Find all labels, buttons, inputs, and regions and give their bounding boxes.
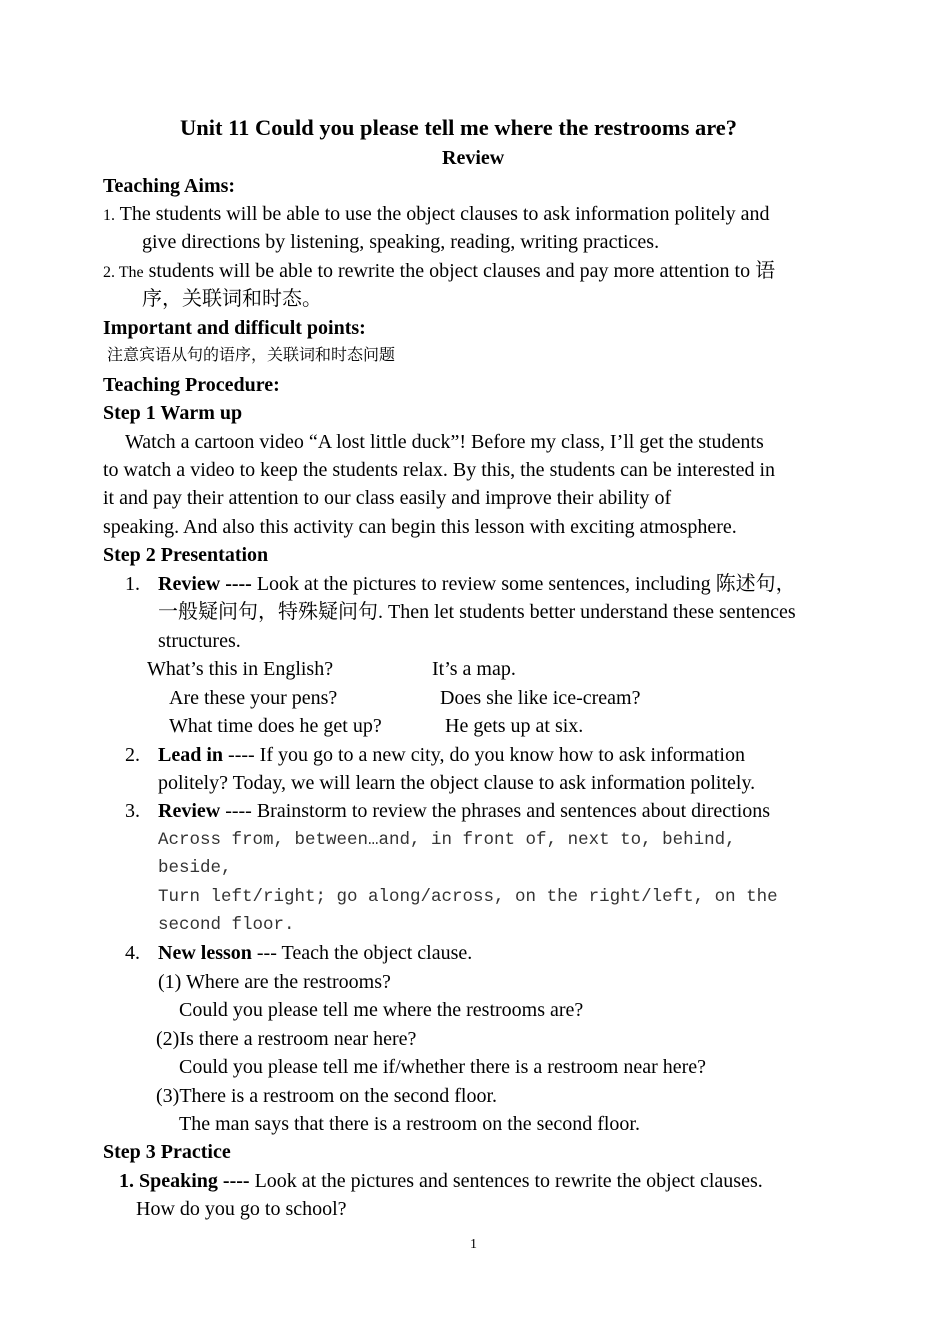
directions-phrases-2: beside, (158, 858, 232, 878)
directions-phrases-1: Across from, between…and, in front of, next to, behind, (158, 830, 736, 850)
step2-item-1-line-3: structures. (158, 630, 241, 652)
document-subtitle: Review (442, 147, 505, 169)
aim-1-text: The students will be able to use the object clauses to ask information politely and (115, 203, 770, 225)
sentence-3: (3)There is a restroom on the second floor. (156, 1085, 498, 1107)
directions-phrases-3: Turn left/right; go along/across, on the right/left, on the (158, 887, 778, 907)
step2-item-1-label: Review ---- (158, 573, 252, 595)
sentence-3-clause: The man says that there is a restroom on the second floor. (179, 1113, 640, 1135)
aim-2-number: 2. The (103, 264, 144, 281)
step1-heading: Step 1 Warm up (103, 402, 243, 424)
example-question-3: What time does he get up? (169, 715, 382, 737)
step2-item-1-line-2: 一般疑问句，特殊疑问句. Then let students better understand these sentences (158, 601, 796, 623)
step2-item-3-number: 3. (125, 800, 140, 822)
step2-item-2 (125, 742, 745, 768)
aim-1-continued: give directions by listening, speaking, reading, writing practices. (142, 231, 660, 253)
step2-item-3-label: Review (158, 800, 221, 822)
sentence-1-clause: Could you please tell me where the restrooms are? (179, 999, 584, 1021)
document-title: Unit 11 Could you please tell me where the restrooms are? (180, 115, 738, 140)
step2-item-2-number: 2. (125, 744, 140, 766)
step1-line-2: to watch a video to keep the students relax. By this, the students can be interested in (103, 459, 776, 481)
step3-item-1-line-2: How do you go to school? (136, 1198, 347, 1220)
step3-heading: Step 3 Practice (103, 1141, 231, 1163)
aims-heading: Teaching Aims: (103, 175, 236, 197)
step2-heading: Step 2 Presentation (103, 544, 269, 566)
aim-2 (103, 258, 775, 286)
step2-item-1-text: Look at the pictures to review some sentences, including 陈述句， (251, 573, 796, 595)
example-question-2: Are these your pens? (169, 687, 338, 709)
step2-item-4-label: New lesson (158, 942, 252, 964)
page-number: 1 (470, 1237, 477, 1252)
step2-item-1 (125, 571, 796, 597)
step3-item-1-label: 1. Speaking ---- (119, 1170, 250, 1192)
sentence-1: (1) Where are the restrooms? (158, 971, 391, 993)
step1-line-3: it and pay their attention to our class easily and improve their ability of (103, 487, 672, 509)
aim-1-number: 1. (103, 207, 115, 224)
step3-item-1 (119, 1168, 763, 1194)
sentence-2-clause: Could you please tell me if/whether there is a restroom near here? (179, 1056, 707, 1078)
step2-item-3 (125, 798, 770, 824)
example-question-1: What’s this in English? (147, 658, 334, 680)
aim-1 (103, 201, 769, 229)
procedure-heading: Teaching Procedure: (103, 374, 280, 396)
points-heading: Important and difficult points: (103, 317, 366, 339)
step2-item-2-label: Lead in (158, 744, 224, 766)
points-text: 注意宾语从句的语序，关联词和时态问题 (107, 347, 396, 364)
example-answer-1: It’s a map. (432, 658, 516, 680)
sentence-2: (2)Is there a restroom near here? (156, 1028, 417, 1050)
step2-item-2-text: ---- If you go to a new city, do you know how to ask information (223, 744, 745, 766)
step1-line-4: speaking. And also this activity can begin this lesson with exciting atmosphere. (103, 516, 737, 538)
step2-item-3-text: ---- Brainstorm to review the phrases and sentences about directions (220, 800, 771, 822)
step2-item-1-number: 1. (125, 573, 140, 595)
directions-phrases-4: second floor. (158, 915, 295, 935)
example-answer-3: He gets up at six. (445, 715, 584, 737)
step2-item-4-number: 4. (125, 942, 140, 964)
step3-item-1-text: Look at the pictures and sentences to rewrite the object clauses. (249, 1170, 763, 1192)
aim-2-text: students will be able to rewrite the object clauses and pay more attention to 语 (143, 260, 776, 282)
step1-line-1: Watch a cartoon video “A lost little duck”! Before my class, I’ll get the students (125, 431, 764, 453)
example-answer-2: Does she like ice-cream? (440, 687, 641, 709)
aim-2-continued: 序，关联词和时态。 (142, 288, 322, 310)
step2-item-4-text: --- Teach the object clause. (251, 942, 473, 964)
step2-item-4 (125, 940, 472, 966)
step2-item-2-line-2: politely? Today, we will learn the object clause to ask information politely. (158, 772, 756, 794)
